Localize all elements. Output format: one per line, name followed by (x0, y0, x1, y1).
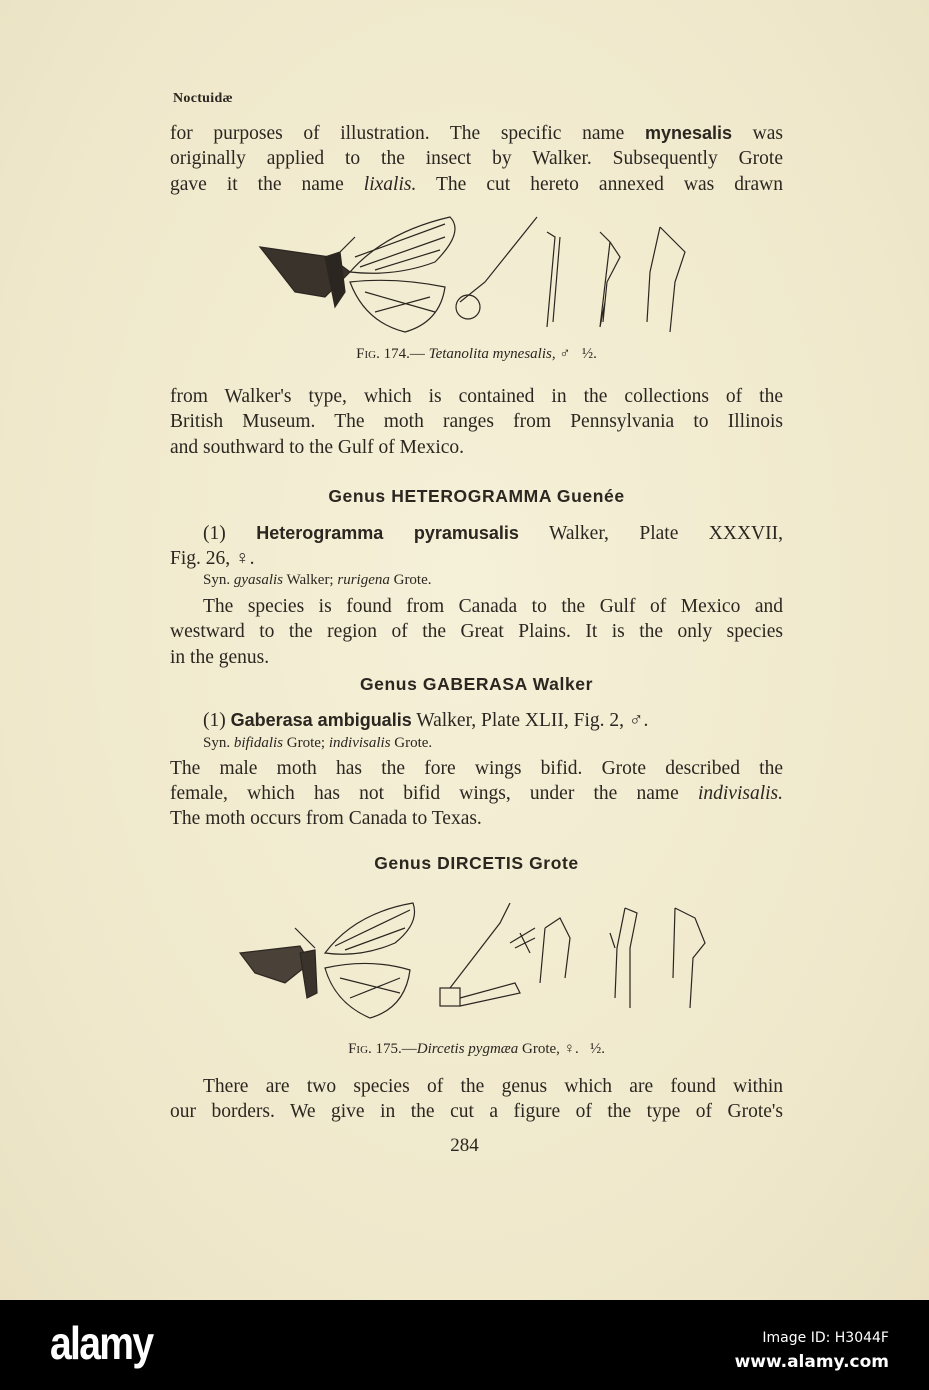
text-line: The male moth has the fore wings bifid. Grote described the (170, 758, 783, 779)
text-line: and southward to the Gulf of Mexico. (170, 437, 465, 458)
text-line: There are two species of the genus which are found within (203, 1076, 783, 1097)
text-line: from Walker's type, which is contained in the collections of the (170, 386, 783, 407)
figure-174-caption: Fig. 174.— Tetanolita mynesalis, ♂ ½. (356, 346, 597, 362)
text-line: female, which has not bifid wings, under the name indivisalis. (170, 783, 784, 804)
watermark-bar (0, 1300, 929, 1390)
alamy-logo: alamy (50, 1317, 153, 1369)
figure-174-moth-illustration (255, 212, 705, 342)
synonyms: Syn. gyasalis Walker; rurigena Grote. (203, 572, 432, 588)
species-entry: (1) Heterogramma pyramusalis Walker, Plate XXXVII, (203, 523, 783, 544)
text-line: originally applied to the insect by Walker. Subsequently Grote (170, 148, 783, 169)
figure-175-caption: Fig. 175.—Dircetis pygmæa Grote, ♀. ½. (348, 1041, 605, 1057)
text-line: westward to the region of the Great Plains. It is the only species (170, 621, 783, 642)
synonyms: Syn. bifidalis Grote; indivisalis Grote. (203, 735, 433, 751)
page-number: 284 (450, 1135, 479, 1156)
running-header: Noctuidæ (173, 91, 233, 106)
watermark-url: www.alamy.com (734, 1352, 889, 1372)
text-line: our borders. We give in the cut a figure of the type of Grote's (170, 1101, 783, 1122)
text-line: in the genus. (170, 647, 270, 668)
species-entry-cont: Fig. 26, ♀. (170, 548, 255, 569)
text-line: for purposes of illustration. The specific name mynesalis was (170, 123, 783, 144)
text-line: The species is found from Canada to the Gulf of Mexico and (203, 596, 783, 617)
text-line: The moth occurs from Canada to Texas. (170, 808, 482, 829)
text-line: gave it the name lixalis. The cut hereto annexed was drawn (170, 174, 783, 195)
genus-heading-heterogramma: Genus HETEROGRAMMA Guenée (328, 486, 625, 506)
genus-heading-gaberasa: Genus GABERASA Walker (359, 674, 594, 694)
species-entry: (1) Gaberasa ambigualis Walker, Plate XLII, Fig. 2, ♂. (203, 710, 649, 731)
image-id: Image ID: H3044F (762, 1330, 889, 1346)
text-line: British Museum. The moth ranges from Pennsylvania to Illinois (170, 411, 783, 432)
genus-heading-dircetis: Genus DIRCETIS Grote (374, 853, 579, 873)
figure-175-moth-illustration (235, 898, 715, 1033)
